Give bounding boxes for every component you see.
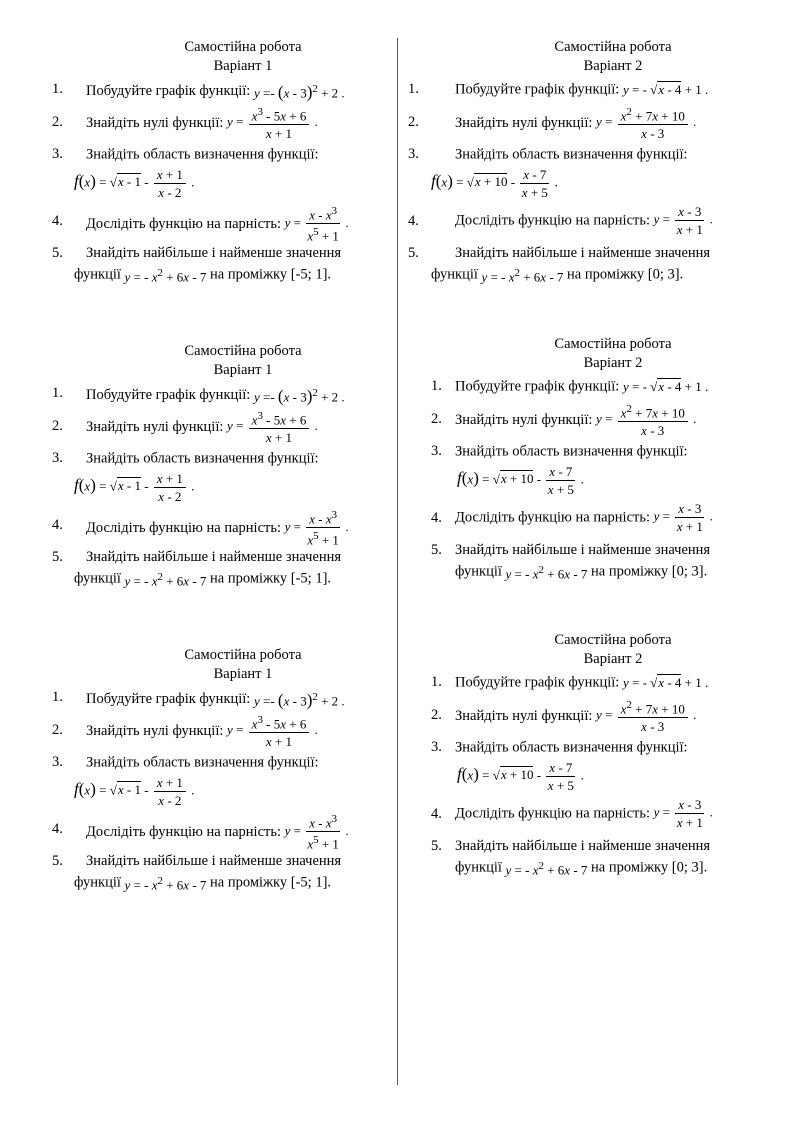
task-row [86, 507, 349, 549]
block-title: Самостійна робота [184, 343, 302, 359]
task-text: на проміжку [0; 3]. [567, 266, 684, 283]
task-text: Побудуйте графік функції: [455, 674, 620, 691]
task-text: Знайдіть область визначення функції: [455, 146, 688, 163]
formula: y = - $x^2 + 6x - 7$ [481, 267, 564, 285]
column-divider [397, 38, 398, 1085]
task-continuation [431, 263, 683, 287]
task-row [86, 408, 318, 446]
task-row [455, 441, 688, 462]
task-row [86, 752, 319, 773]
formula: y = - $x^2 + 6x - 7$ [124, 571, 207, 589]
task-continuation [455, 856, 707, 880]
task-row [86, 448, 319, 469]
task-text: Знайдіть найбільше і найменше значення [455, 838, 711, 854]
task-text: на проміжку [-5; 1]. [210, 266, 332, 283]
task-number: 3. [52, 146, 63, 162]
task-text: Дослідіть функцію на парність: [455, 805, 650, 822]
formula: y = - √x - 4 + 1 . [622, 81, 709, 97]
task-text: Знайдіть область визначення функції: [86, 146, 319, 163]
task-text: Знайдіть найбільше і найменше значення [455, 542, 711, 558]
task-number: 1. [408, 81, 419, 97]
formula: y = - $x^2 + 6x - 7$ [505, 860, 588, 878]
task-number: 4. [431, 806, 442, 822]
task-text: Знайдіть область визначення функції: [86, 450, 319, 467]
task-number: 1. [52, 385, 63, 401]
task-text: функції [74, 266, 121, 283]
task-row [455, 697, 696, 735]
task-text: Знайдіть нулі функції: [86, 115, 224, 132]
task-number: 4. [52, 213, 63, 229]
variant-label: Варіант 2 [583, 651, 643, 667]
formula: y =- (x - 3)$^2$ + 2 . [253, 386, 345, 406]
formula: y = - √x - 4 + 1 . [622, 378, 709, 394]
task-text: Знайдіть область визначення функції: [455, 443, 688, 460]
task-number: 1. [431, 674, 442, 690]
formula: y = $\frac{x^2 + 7x + 10}{x - 3}$ . [596, 403, 697, 439]
task-row [86, 811, 349, 853]
task-continuation [74, 567, 331, 591]
block-title: Самостійна робота [554, 632, 672, 648]
formula: y = $\frac{x - x^3}{x^5 + 1}$ . [284, 813, 349, 852]
task-number: 2. [52, 722, 63, 738]
task-row [86, 712, 318, 750]
formula: f(x) = √x + 10 - $\frac{x - 7}{x + 5}$ . [457, 760, 584, 793]
task-text: на проміжку [0; 3]. [591, 563, 708, 580]
task-row [455, 500, 713, 535]
block-title: Самостійна робота [184, 647, 302, 663]
task-number: 2. [431, 411, 442, 427]
task-number: 3. [431, 739, 442, 755]
formula: y = - $x^2 + 6x - 7$ [505, 564, 588, 582]
variant-label: Варіант 1 [213, 666, 273, 682]
formula: y = $\frac{x - x^3}{x^5 + 1}$ . [284, 205, 349, 244]
task-text: Побудуйте графік функції: [455, 81, 620, 98]
task-text: Дослідіть функцію на парність: [455, 509, 650, 526]
formula: y = $\frac{x^2 + 7x + 10}{x - 3}$ . [596, 106, 697, 142]
formula: y = $\frac{x - 3}{x + 1}$ . [653, 797, 713, 830]
variant-label: Варіант 1 [213, 58, 273, 74]
task-continuation [74, 263, 331, 287]
variant-label: Варіант 1 [213, 362, 273, 378]
task-row [455, 144, 688, 165]
task-row [86, 104, 318, 142]
task-text: Знайдіть найбільше і найменше значення [86, 549, 342, 565]
task-row [455, 737, 688, 758]
task-number: 1. [431, 378, 442, 394]
task-text: Дослідіть функцію на парність: [86, 823, 281, 840]
formula: y = $\frac{x - x^3}{x^5 + 1}$ . [284, 509, 349, 548]
task-text: Знайдіть нулі функції: [455, 412, 593, 429]
formula: y = $\frac{x^3 - 5x + 6}{x + 1}$ . [227, 714, 318, 750]
formula: y = $\frac{x^3 - 5x + 6}{x + 1}$ . [227, 410, 318, 446]
task-number: 1. [52, 81, 63, 97]
task-number: 5. [52, 549, 63, 565]
task-row [86, 144, 319, 165]
formula: f(x) = √x + 10 - $\frac{x - 7}{x + 5}$ . [457, 464, 584, 497]
task-number: 3. [52, 450, 63, 466]
formula: y = $\frac{x - 3}{x + 1}$ . [653, 501, 713, 534]
task-text: на проміжку [-5; 1]. [210, 874, 332, 891]
task-text: функції [74, 874, 121, 891]
formula: y = - $x^2 + 6x - 7$ [124, 875, 207, 893]
task-row [86, 687, 345, 711]
formula: y = $\frac{x^2 + 7x + 10}{x - 3}$ . [596, 699, 697, 735]
task-text: Знайдіть найбільше і найменше значення [86, 245, 342, 261]
task-text: Знайдіть нулі функції: [86, 419, 224, 436]
task-number: 2. [52, 418, 63, 434]
task-number: 5. [52, 853, 63, 869]
task-row [455, 796, 713, 831]
task-text: Знайдіть область визначення функції: [455, 739, 688, 756]
task-text: Знайдіть область визначення функції: [86, 754, 319, 771]
task-number: 4. [408, 213, 419, 229]
task-text: функції [74, 570, 121, 587]
formula: y = $\frac{x^3 - 5x + 6}{x + 1}$ . [227, 106, 318, 142]
task-text: Побудуйте графік функції: [86, 387, 251, 404]
task-row [86, 383, 345, 407]
formula: f(x) = √x - 1 - $\frac{x + 1}{x - 2}$ . [74, 775, 195, 808]
formula: f(x) = √x + 10 - $\frac{x - 7}{x + 5}$ . [431, 167, 558, 200]
task-number: 2. [408, 114, 419, 130]
task-number: 4. [52, 821, 63, 837]
task-number: 2. [52, 114, 63, 130]
task-text: Побудуйте графік функції: [86, 691, 251, 708]
task-number: 4. [431, 510, 442, 526]
variant-label: Варіант 2 [583, 58, 643, 74]
task-continuation [455, 560, 707, 584]
task-row [455, 376, 708, 397]
task-continuation [74, 871, 331, 895]
task-number: 3. [431, 443, 442, 459]
task-text: функції [455, 859, 502, 876]
block-title: Самостійна робота [554, 336, 672, 352]
task-number: 3. [408, 146, 419, 162]
task-row [455, 79, 708, 100]
formula: y = $\frac{x - 3}{x + 1}$ . [653, 204, 713, 237]
task-row [86, 79, 345, 103]
task-text: на проміжку [-5; 1]. [210, 570, 332, 587]
formula: f(x) = √x - 1 - $\frac{x + 1}{x - 2}$ . [74, 471, 195, 504]
block-title: Самостійна робота [184, 39, 302, 55]
variant-label: Варіант 2 [583, 355, 643, 371]
task-number: 5. [431, 542, 442, 558]
task-text: Знайдіть найбільше і найменше значення [455, 245, 711, 261]
task-row [86, 203, 349, 245]
formula: y = - √x - 4 + 1 . [622, 674, 709, 690]
task-text: Дослідіть функцію на парність: [86, 215, 281, 232]
task-text: Дослідіть функцію на парність: [455, 212, 650, 229]
task-text: Дослідіть функцію на парність: [86, 519, 281, 536]
task-text: Знайдіть нулі функції: [455, 708, 593, 725]
task-row [455, 203, 713, 238]
formula: y = - $x^2 + 6x - 7$ [124, 267, 207, 285]
task-text: функції [431, 266, 478, 283]
task-number: 4. [52, 517, 63, 533]
task-number: 3. [52, 754, 63, 770]
formula: y =- (x - 3)$^2$ + 2 . [253, 690, 345, 710]
task-text: Знайдіть найбільше і найменше значення [86, 853, 342, 869]
task-text: Побудуйте графік функції: [455, 378, 620, 395]
task-text: Знайдіть нулі функції: [455, 115, 593, 132]
task-text: Побудуйте графік функції: [86, 83, 251, 100]
task-number: 5. [408, 245, 419, 261]
task-row [455, 672, 708, 693]
formula: f(x) = √x - 1 - $\frac{x + 1}{x - 2}$ . [74, 167, 195, 200]
task-text: на проміжку [0; 3]. [591, 859, 708, 876]
task-number: 5. [52, 245, 63, 261]
task-number: 2. [431, 707, 442, 723]
task-row [455, 104, 696, 142]
task-text: функції [455, 563, 502, 580]
formula: y =- (x - 3)$^2$ + 2 . [253, 82, 345, 102]
task-text: Знайдіть нулі функції: [86, 723, 224, 740]
block-title: Самостійна робота [554, 39, 672, 55]
task-row [455, 401, 696, 439]
task-number: 1. [52, 689, 63, 705]
task-number: 5. [431, 838, 442, 854]
